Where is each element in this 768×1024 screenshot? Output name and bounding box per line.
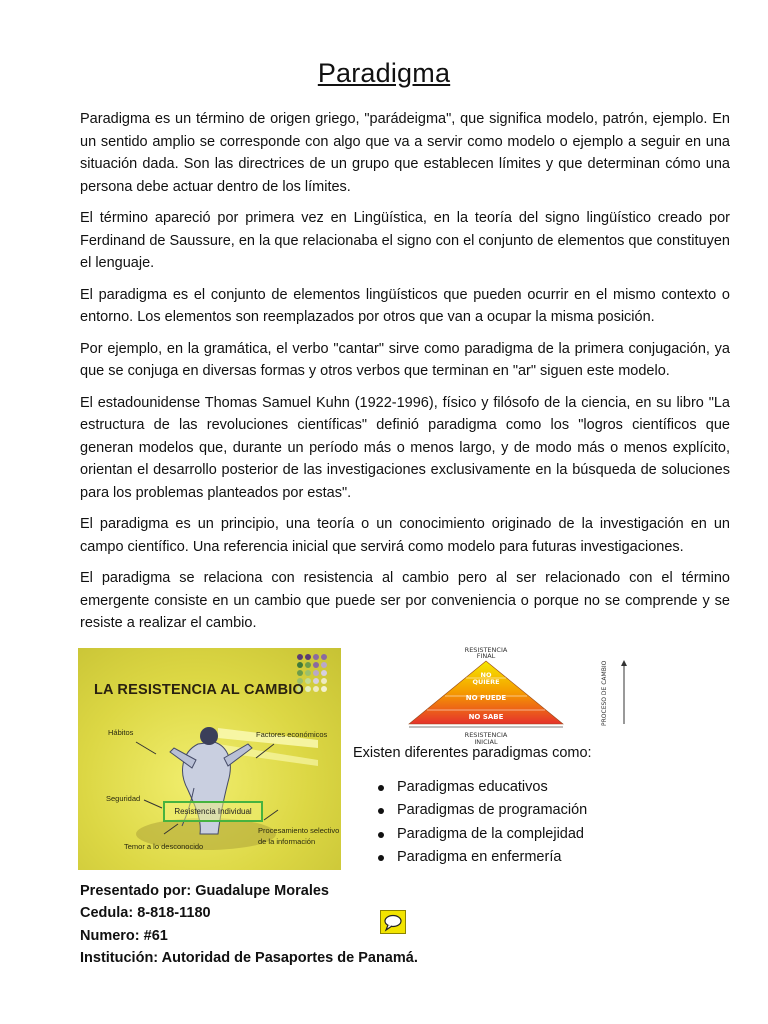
cedula: Cedula: 8-818-1180 xyxy=(80,905,211,922)
pyramid-top-label-1: RESISTENCIA xyxy=(464,646,508,654)
poster-label-procesamiento-2: de la información xyxy=(258,837,316,846)
paragraph-3: El paradigma es el conjunto de elementos lingüísticos que pueden ocurrir en el mismo contexto o entorno. Los elementos son reemplazados por otros que van a ocupar la misma posición. xyxy=(80,286,730,325)
author-info xyxy=(80,880,418,969)
poster-label-seguridad: Seguridad xyxy=(106,794,141,803)
poster-label-temor: Temor a lo desconocido xyxy=(124,842,204,851)
paragraph-2: El término apareció por primera vez en Lingüística, en la teoría del signo lingüístico creado por Ferdinand de Saussure, en la que relacionaba el signo con el conjunto de elementos que constituyen el lenguaje. xyxy=(80,210,730,271)
pyramid-level-1b: QUIERE xyxy=(472,678,500,686)
paradigm-list xyxy=(376,776,587,869)
poster-label-habitos: Hábitos xyxy=(108,728,134,737)
pyramid-level-1a: NO xyxy=(480,671,492,679)
paragraph-7: El paradigma se relaciona con resistencia al cambio pero al ser relacionado con el término emergente consiste en un cambio que puede ser por conveniencia o porque no se comprende y se resiste a realizar el cambio. xyxy=(80,570,730,631)
poster-title: LA RESISTENCIA AL CAMBIO xyxy=(94,682,304,698)
list-item: Paradigma en enfermería xyxy=(376,846,587,869)
resistance-poster-image xyxy=(78,648,341,870)
list-item: Paradigmas de programación xyxy=(376,799,587,822)
poster-label-procesamiento-1: Procesamiento selectivo xyxy=(258,826,340,835)
pyramid-top-label-2: FINAL xyxy=(476,652,496,660)
list-item: Paradigma de la complejidad xyxy=(376,823,587,846)
poster-box-resistencia-individual: Resistencia Individual xyxy=(163,801,263,822)
body-text xyxy=(80,108,730,644)
resistance-pyramid-diagram xyxy=(400,644,640,748)
presentado-por: Presentado por: Guadalupe Morales xyxy=(80,883,329,899)
pyramid-bottom-label-1: RESISTENCIA xyxy=(464,731,508,739)
paragraph-1: Paradigma es un término de origen griego, "parádeigma", que significa modelo, patrón, ejemplo. En un sentido amplio se corresponde con algo que va a servir como modelo o ejemplo a seguir en una situación dada. Son las directrices de un grupo que establecen límites y que determinan cómo una persona debe actuar dentro de los límites. xyxy=(80,111,730,195)
page-title: Paradigma xyxy=(317,58,451,88)
pyramid-side-label: PROCESO DE CAMBIO xyxy=(601,660,608,726)
numero: Numero: #61 xyxy=(80,927,168,944)
list-item: Paradigmas educativos xyxy=(376,776,587,799)
paragraph-4: Por ejemplo, en la gramática, el verbo "cantar" sirve como paradigma de la primera conjugación, ya que se conjuga en diversas formas y otros verbos que terminan en "ar" siguen este modelo. xyxy=(80,340,730,379)
institucion: Institución: Autoridad de Pasaportes de Panamá. xyxy=(80,949,418,966)
pyramid-level-2: NO PUEDE xyxy=(465,694,507,702)
pyramid-level-3: NO SABE xyxy=(468,713,504,721)
poster-label-factores: Factores económicos xyxy=(256,730,328,739)
paragraph-6: El paradigma es un principio, una teoría o un conocimiento originado de la investigación en un campo científico. Una referencia inicial que servirá como modelo para futuras investigaciones. xyxy=(80,516,730,555)
pyramid-bottom-label-2: INICIAL xyxy=(474,738,498,746)
comment-note-icon[interactable] xyxy=(380,910,406,934)
list-intro: Existen diferentes paradigmas como: xyxy=(353,745,592,761)
paragraph-5: El estadounidense Thomas Samuel Kuhn (1922-1996), físico y filósofo de la ciencia, en su libro "La estructura de las revoluciones científicas" definió paradigma como los "logros científicos que generan modelos que, durante un período más o menos largo, y de modo más o menos explícito, orientan el desarrollo posterior de las investigaciones exclusivamente en la búsqueda de soluciones para los problemas planteados por estas". xyxy=(80,394,730,501)
